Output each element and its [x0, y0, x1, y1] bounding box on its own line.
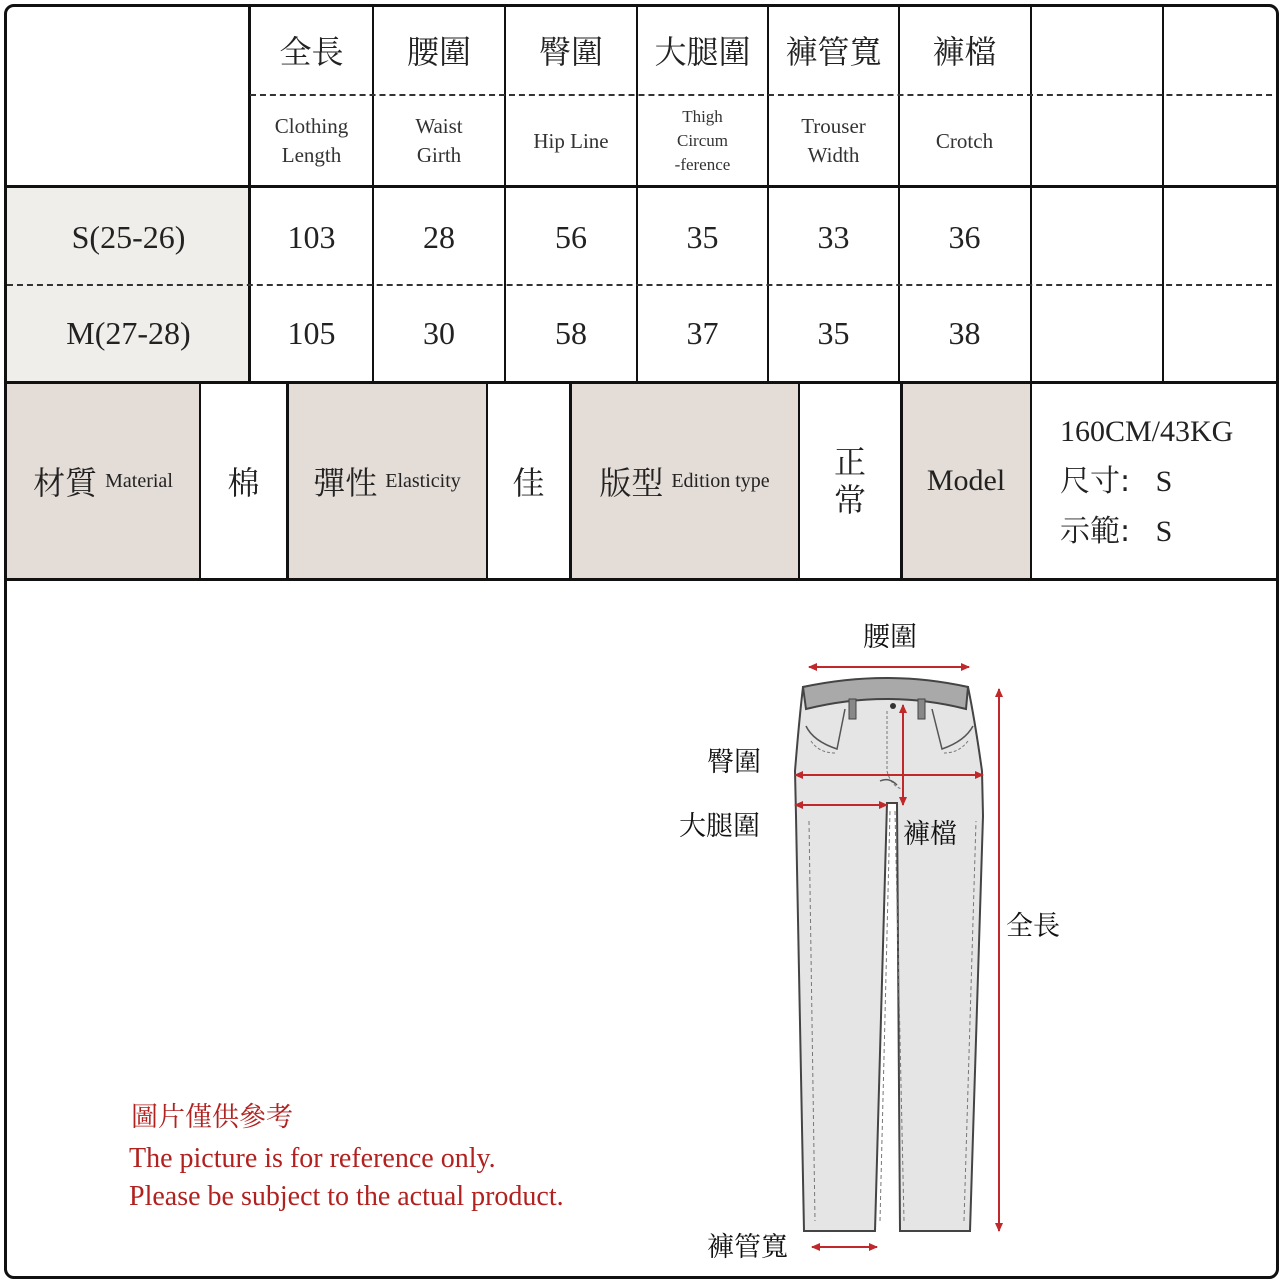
- grid-line: [900, 384, 903, 578]
- table-cell: 103: [287, 218, 336, 255]
- col-subheader-thigh: Thigh Circum -ference: [674, 107, 731, 174]
- diagram-label-crotch: 褲檔: [903, 819, 957, 850]
- col-header-thigh: 大腿圍: [654, 33, 751, 71]
- col-subheader-length: Clothing Length: [274, 114, 349, 167]
- model-info: [1060, 407, 1279, 567]
- col-header-hip: 臀圍: [538, 33, 603, 71]
- model-demo: 示範: S: [1060, 514, 1173, 549]
- material-label: 材質 Material: [33, 464, 173, 502]
- table-cell: 38: [948, 314, 981, 351]
- reference-note-zh: 圖片僅供參考: [131, 1102, 293, 1133]
- size-label-s: S(25-26): [71, 218, 186, 255]
- material-value: 棉: [227, 464, 260, 502]
- model-label: Model: [926, 464, 1006, 497]
- model-size: 尺寸: S: [1060, 464, 1173, 499]
- grid-line: [636, 7, 638, 381]
- grid-line: [504, 7, 506, 381]
- col-header-crotch: 褲檔: [932, 33, 997, 71]
- grid-line: [898, 7, 900, 381]
- elasticity-value: 佳: [512, 464, 545, 502]
- table-cell: 36: [948, 218, 981, 255]
- table-cell: 58: [555, 314, 587, 351]
- grid-line: [486, 384, 488, 578]
- size-chart: [4, 4, 1279, 1279]
- diagram-label-trouser-width: 褲管寬: [707, 1232, 788, 1263]
- elasticity-label: 彈性 Elasticity: [313, 464, 461, 502]
- table-cell: 105: [287, 314, 336, 351]
- table-cell: 56: [555, 218, 587, 255]
- grid-line: [1030, 7, 1032, 381]
- table-cell: 33: [817, 218, 850, 255]
- col-subheader-waist: Waist Girth: [415, 114, 463, 167]
- grid-line: [1030, 384, 1032, 578]
- trousers-illustration: [795, 678, 983, 1231]
- table-cell: 30: [423, 314, 455, 351]
- grid-line: [286, 384, 289, 578]
- reference-note-en-1: The picture is for reference only.: [129, 1143, 496, 1174]
- diagram-label-thigh: 大腿圍: [679, 811, 760, 842]
- col-subheader-crotch: Crotch: [935, 128, 994, 153]
- table-cell: 28: [423, 218, 455, 255]
- edition-label: 版型 Edition type: [599, 464, 770, 502]
- table-cell: 35: [817, 314, 850, 351]
- reference-note-en-2: Please be subject to the actual product.: [129, 1181, 564, 1212]
- header-bottom-line: [7, 185, 1279, 188]
- grid-line: [1162, 7, 1164, 381]
- diagram-label-hip: 臀圍: [707, 747, 761, 778]
- grid-line: [372, 7, 374, 381]
- grid-line: [767, 7, 769, 381]
- edition-value: 正 常: [833, 443, 866, 519]
- row-dash-divider: [7, 284, 1279, 286]
- header-dash-divider: [250, 94, 1279, 96]
- grid-line: [569, 384, 572, 578]
- grid-line: [199, 384, 201, 578]
- diagram-label-waist: 腰圍: [863, 622, 917, 653]
- col-header-trouser-width: 褲管寬: [785, 33, 882, 71]
- model-stats: 160CM/43KG: [1060, 415, 1234, 448]
- col-header-length: 全長: [279, 33, 344, 71]
- size-label-m: M(27-28): [66, 314, 191, 351]
- diagram-label-length: 全長: [1006, 911, 1060, 942]
- col-subheader-hip: Hip Line: [533, 128, 609, 153]
- table-cell: 37: [686, 314, 719, 351]
- table-cell: 35: [686, 218, 719, 255]
- grid-line: [248, 7, 251, 381]
- col-subheader-trouser-width: Trouser Width: [801, 114, 866, 167]
- grid-line: [798, 384, 800, 578]
- col-header-waist: 腰圍: [406, 33, 471, 71]
